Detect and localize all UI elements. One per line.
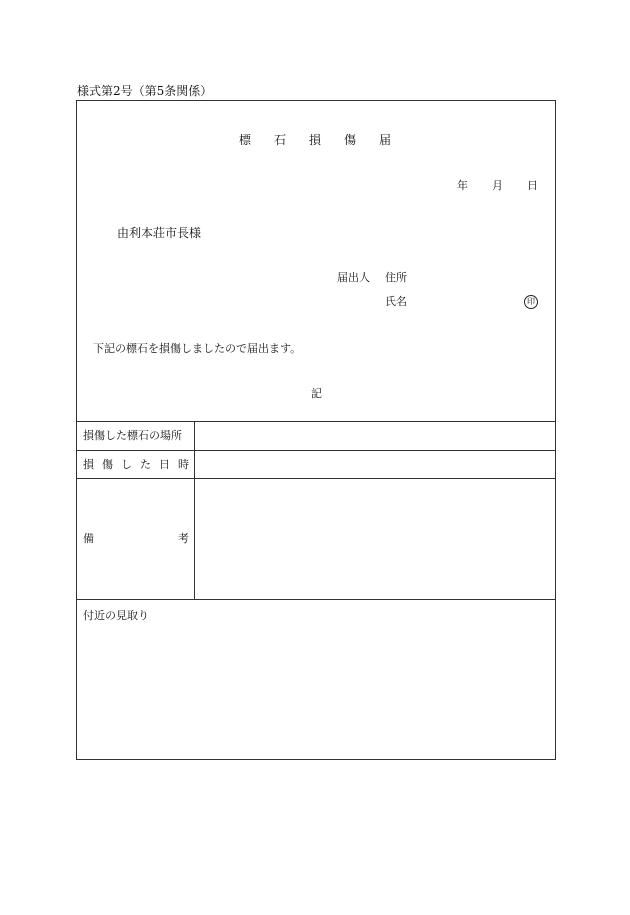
datetime-char: し bbox=[121, 458, 132, 471]
remarks-label-left: 備 bbox=[83, 532, 94, 545]
date-year-label: 年 bbox=[457, 179, 468, 192]
address-label: 住所 bbox=[385, 271, 407, 284]
applicant-label: 届出人 bbox=[337, 271, 370, 284]
title-char: 損 bbox=[308, 133, 321, 147]
vicinity-sketch-label: 付近の見取り bbox=[83, 609, 149, 622]
form-title bbox=[0, 134, 630, 146]
date-day-label: 日 bbox=[527, 179, 538, 192]
title-char: 石 bbox=[273, 133, 286, 147]
remarks-label-right: 考 bbox=[178, 532, 189, 545]
addressee: 由利本荘市長様 bbox=[117, 226, 202, 240]
name-label: 氏名 bbox=[385, 295, 407, 308]
datetime-char: 時 bbox=[178, 458, 189, 471]
location-field[interactable] bbox=[195, 422, 555, 449]
title-char: 届 bbox=[378, 133, 391, 147]
remarks-field[interactable] bbox=[195, 479, 555, 598]
ki-heading: 記 bbox=[311, 387, 322, 400]
vicinity-sketch-area[interactable] bbox=[77, 600, 555, 759]
title-char: 傷 bbox=[343, 133, 356, 147]
location-label: 損傷した標石の場所 bbox=[83, 429, 182, 442]
datetime-char: 日 bbox=[159, 458, 170, 471]
datetime-char: た bbox=[140, 458, 151, 471]
form-number-label: 様式第2号（第5条関係） bbox=[77, 84, 213, 98]
title-char: 標 bbox=[238, 133, 251, 147]
datetime-char: 傷 bbox=[102, 458, 113, 471]
date-month-label: 月 bbox=[492, 179, 503, 192]
datetime-field[interactable] bbox=[195, 451, 555, 477]
datetime-label bbox=[83, 459, 189, 470]
statement-text: 下記の標石を損傷しましたので届出ます。 bbox=[93, 342, 302, 355]
datetime-char: 損 bbox=[83, 458, 94, 471]
seal-mark-icon: 印 bbox=[524, 295, 538, 309]
